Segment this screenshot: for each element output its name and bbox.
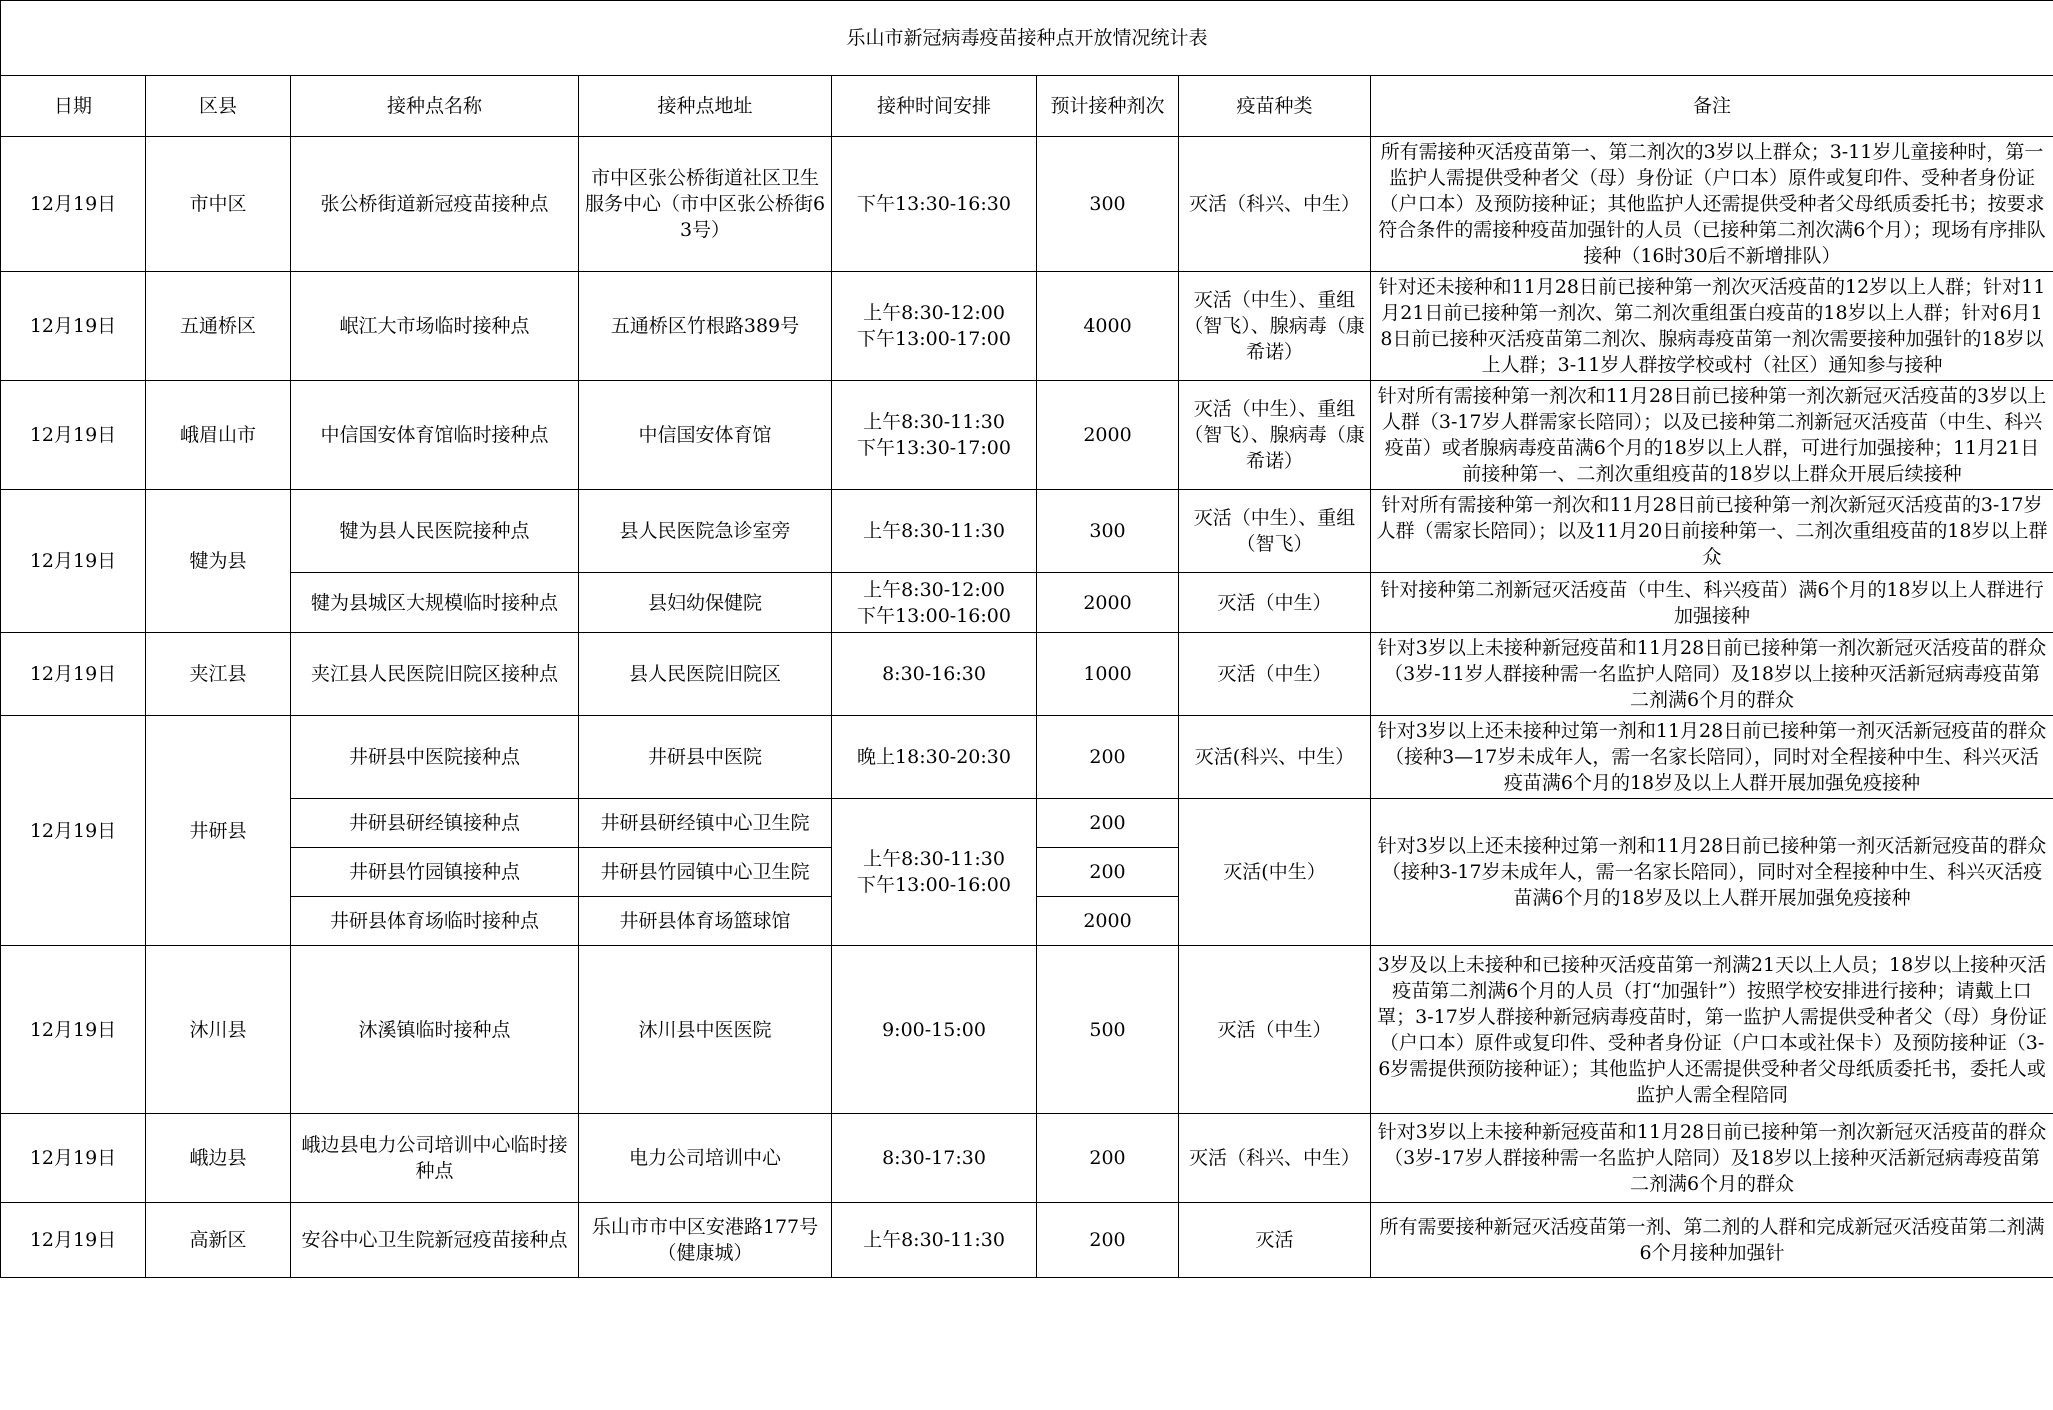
table-row bbox=[1, 272, 2053, 381]
header-address: 接种点地址 bbox=[579, 76, 832, 137]
note-cell: 所有需要接种新冠灭活疫苗第一剂、第二剂的人群和完成新冠灭活疫苗第二剂满6个月接种加强针 bbox=[1371, 1203, 2053, 1278]
schedule-cell: 上午8:30-11:30 bbox=[832, 490, 1037, 573]
table-row bbox=[1, 799, 2053, 848]
doses-cell: 1000 bbox=[1037, 633, 1179, 716]
doses-cell: 300 bbox=[1037, 490, 1179, 573]
note-cell: 针对3岁以上还未接种过第一剂和11月28日前已接种第一剂灭活新冠疫苗的群众（接种3—17岁未成年人，需一名家长陪同），同时对全程接种中生、科兴灭活疫苗满6个月的18岁及以上人群开展加强免疫接种 bbox=[1371, 716, 2053, 799]
site-name-cell: 岷江大市场临时接种点 bbox=[291, 272, 579, 381]
table-row bbox=[1, 1203, 2053, 1278]
header-site-name: 接种点名称 bbox=[291, 76, 579, 137]
district-cell: 市中区 bbox=[146, 137, 291, 272]
header-row bbox=[1, 76, 2053, 137]
site-name-cell: 犍为县城区大规模临时接种点 bbox=[291, 573, 579, 633]
site-name-cell: 井研县竹园镇接种点 bbox=[291, 848, 579, 897]
district-cell: 高新区 bbox=[146, 1203, 291, 1278]
vaccine-cell: 灭活（中生） bbox=[1179, 946, 1371, 1114]
table-row bbox=[1, 490, 2053, 573]
site-name-cell: 夹江县人民医院旧院区接种点 bbox=[291, 633, 579, 716]
note-cell: 3岁及以上未接种和已接种灭活疫苗第一剂满21天以上人员；18岁以上接种灭活疫苗第二剂满6个月的人员（打“加强针”）按照学校安排进行接种；请戴上口罩；3-17岁人群接种新冠病毒疫苗时，第一监护人需提供受种者父（母）身份证（户口本）原件或复印件、受种者身份证（户口本或社保卡）及预防接种证（3-6岁需提供预防接种证）；其他监护人还需提供受种者父母纸质委托书，委托人或监护人需全程陪同 bbox=[1371, 946, 2053, 1114]
address-cell: 乐山市市中区安港路177号（健康城） bbox=[579, 1203, 832, 1278]
header-schedule: 接种时间安排 bbox=[832, 76, 1037, 137]
date-cell: 12月19日 bbox=[1, 946, 146, 1114]
doses-cell: 200 bbox=[1037, 716, 1179, 799]
site-name-cell: 井研县体育场临时接种点 bbox=[291, 897, 579, 946]
district-cell: 井研县 bbox=[146, 716, 291, 946]
note-cell: 针对还未接种和11月28日前已接种第一剂次灭活疫苗的12岁以上人群；针对11月21日前已接种第一剂次、第二剂次重组蛋白疫苗的18岁以上人群；针对6月18日前已接种灭活疫苗第二剂次、腺病毒疫苗第一剂次需要接种加强针的18岁以上人群；3-11岁人群按学校或村（社区）通知参与接种 bbox=[1371, 272, 2053, 381]
note-cell: 针对3岁以上未接种新冠疫苗和11月28日前已接种第一剂次新冠灭活疫苗的群众（3岁-11岁人群接种需一名监护人陪同）及18岁以上接种灭活新冠病毒疫苗第二剂满6个月的群众 bbox=[1371, 633, 2053, 716]
note-cell: 针对所有需接种第一剂次和11月28日前已接种第一剂次新冠灭活疫苗的3岁以上人群（3-17岁人群需家长陪同）；以及已接种第二剂新冠灭活疫苗（中生、科兴疫苗）或者腺病毒疫苗满6个月的18岁以上人群，可进行加强接种；11月21日前接种第一、二剂次重组疫苗的18岁以上群众开展后续接种 bbox=[1371, 381, 2053, 490]
header-date: 日期 bbox=[1, 76, 146, 137]
date-cell: 12月19日 bbox=[1, 1203, 146, 1278]
address-cell: 县人民医院旧院区 bbox=[579, 633, 832, 716]
district-cell: 峨边县 bbox=[146, 1114, 291, 1203]
vaccine-cell: 灭活(科兴、中生） bbox=[1179, 716, 1371, 799]
site-name-cell: 井研县研经镇接种点 bbox=[291, 799, 579, 848]
address-cell: 井研县中医院 bbox=[579, 716, 832, 799]
table-row bbox=[1, 573, 2053, 633]
table-row bbox=[1, 381, 2053, 490]
site-name-cell: 中信国安体育馆临时接种点 bbox=[291, 381, 579, 490]
date-cell: 12月19日 bbox=[1, 381, 146, 490]
site-name-cell: 沐溪镇临时接种点 bbox=[291, 946, 579, 1114]
vaccine-cell: 灭活（科兴、中生） bbox=[1179, 137, 1371, 272]
address-cell: 井研县研经镇中心卫生院 bbox=[579, 799, 832, 848]
site-name-cell: 张公桥街道新冠疫苗接种点 bbox=[291, 137, 579, 272]
doses-cell: 300 bbox=[1037, 137, 1179, 272]
note-cell: 针对所有需接种第一剂次和11月28日前已接种第一剂次新冠灭活疫苗的3-17岁人群（需家长陪同）；以及11月20日前接种第一、二剂次重组疫苗的18岁以上群众 bbox=[1371, 490, 2053, 573]
schedule-cell: 上午8:30-11:30 bbox=[832, 1203, 1037, 1278]
doses-cell: 4000 bbox=[1037, 272, 1179, 381]
schedule-cell: 晚上18:30-20:30 bbox=[832, 716, 1037, 799]
district-cell: 犍为县 bbox=[146, 490, 291, 633]
site-name-cell: 峨边县电力公司培训中心临时接种点 bbox=[291, 1114, 579, 1203]
header-doses: 预计接种剂次 bbox=[1037, 76, 1179, 137]
doses-cell: 500 bbox=[1037, 946, 1179, 1114]
address-cell: 市中区张公桥街道社区卫生服务中心（市中区张公桥街63号） bbox=[579, 137, 832, 272]
district-cell: 峨眉山市 bbox=[146, 381, 291, 490]
date-cell: 12月19日 bbox=[1, 272, 146, 381]
site-name-cell: 犍为县人民医院接种点 bbox=[291, 490, 579, 573]
table-title: 乐山市新冠病毒疫苗接种点开放情况统计表 bbox=[1, 1, 2053, 76]
address-cell: 井研县体育场篮球馆 bbox=[579, 897, 832, 946]
date-cell: 12月19日 bbox=[1, 490, 146, 633]
schedule-cell: 上午8:30-11:30 下午13:30-17:00 bbox=[832, 381, 1037, 490]
address-cell: 电力公司培训中心 bbox=[579, 1114, 832, 1203]
vaccine-cell: 灭活（中生） bbox=[1179, 573, 1371, 633]
vaccine-cell: 灭活（中生）、重组（智飞）、腺病毒（康希诺） bbox=[1179, 381, 1371, 490]
schedule-cell: 8:30-16:30 bbox=[832, 633, 1037, 716]
vaccine-cell: 灭活（中生）、重组（智飞）、腺病毒（康希诺） bbox=[1179, 272, 1371, 381]
header-vaccine: 疫苗种类 bbox=[1179, 76, 1371, 137]
doses-cell: 2000 bbox=[1037, 897, 1179, 946]
table-row bbox=[1, 137, 2053, 272]
doses-cell: 200 bbox=[1037, 1203, 1179, 1278]
note-cell: 针对接种第二剂新冠灭活疫苗（中生、科兴疫苗）满6个月的18岁以上人群进行加强接种 bbox=[1371, 573, 2053, 633]
district-cell: 五通桥区 bbox=[146, 272, 291, 381]
district-cell: 沐川县 bbox=[146, 946, 291, 1114]
address-cell: 县人民医院急诊室旁 bbox=[579, 490, 832, 573]
schedule-cell: 上午8:30-12:00 下午13:00-17:00 bbox=[832, 272, 1037, 381]
address-cell: 县妇幼保健院 bbox=[579, 573, 832, 633]
site-name-cell: 井研县中医院接种点 bbox=[291, 716, 579, 799]
note-cell: 所有需接种灭活疫苗第一、第二剂次的3岁以上群众；3-11岁儿童接种时，第一监护人需提供受种者父（母）身份证（户口本）原件或复印件、受种者身份证（户口本）及预防接种证；其他监护人还需提供受种者父母纸质委托书；按要求符合条件的需接种疫苗加强针的人员（已接种第二剂次满6个月）；现场有序排队接种（16时30后不新增排队） bbox=[1371, 137, 2053, 272]
site-name-cell: 安谷中心卫生院新冠疫苗接种点 bbox=[291, 1203, 579, 1278]
schedule-cell: 上午8:30-11:30 下午13:00-16:00 bbox=[832, 799, 1037, 946]
doses-cell: 2000 bbox=[1037, 573, 1179, 633]
doses-cell: 200 bbox=[1037, 799, 1179, 848]
schedule-cell: 8:30-17:30 bbox=[832, 1114, 1037, 1203]
schedule-cell: 下午13:30-16:30 bbox=[832, 137, 1037, 272]
date-cell: 12月19日 bbox=[1, 716, 146, 946]
schedule-cell: 上午8:30-12:00 下午13:00-16:00 bbox=[832, 573, 1037, 633]
district-cell: 夹江县 bbox=[146, 633, 291, 716]
header-district: 区县 bbox=[146, 76, 291, 137]
table-row bbox=[1, 716, 2053, 799]
note-cell: 针对3岁以上未接种新冠疫苗和11月28日前已接种第一剂次新冠灭活疫苗的群众（3岁-17岁人群接种需一名监护人陪同）及18岁以上接种灭活新冠病毒疫苗第二剂满6个月的群众 bbox=[1371, 1114, 2053, 1203]
table-row bbox=[1, 946, 2053, 1114]
date-cell: 12月19日 bbox=[1, 137, 146, 272]
address-cell: 井研县竹园镇中心卫生院 bbox=[579, 848, 832, 897]
vaccine-cell: 灭活（科兴、中生） bbox=[1179, 1114, 1371, 1203]
vaccine-cell: 灭活(中生） bbox=[1179, 799, 1371, 946]
vaccine-cell: 灭活（中生） bbox=[1179, 633, 1371, 716]
table-row bbox=[1, 633, 2053, 716]
table-row bbox=[1, 1114, 2053, 1203]
header-notes: 备注 bbox=[1371, 76, 2053, 137]
date-cell: 12月19日 bbox=[1, 633, 146, 716]
doses-cell: 200 bbox=[1037, 848, 1179, 897]
vaccine-cell: 灭活（中生）、重组（智飞） bbox=[1179, 490, 1371, 573]
doses-cell: 200 bbox=[1037, 1114, 1179, 1203]
address-cell: 中信国安体育馆 bbox=[579, 381, 832, 490]
address-cell: 沐川县中医医院 bbox=[579, 946, 832, 1114]
doses-cell: 2000 bbox=[1037, 381, 1179, 490]
vaccine-cell: 灭活 bbox=[1179, 1203, 1371, 1278]
schedule-cell: 9:00-15:00 bbox=[832, 946, 1037, 1114]
address-cell: 五通桥区竹根路389号 bbox=[579, 272, 832, 381]
date-cell: 12月19日 bbox=[1, 1114, 146, 1203]
note-cell: 针对3岁以上还未接种过第一剂和11月28日前已接种第一剂灭活新冠疫苗的群众（接种3-17岁未成年人，需一名家长陪同），同时对全程接种中生、科兴灭活疫苗满6个月的18岁及以上人群开展加强免疫接种 bbox=[1371, 799, 2053, 946]
